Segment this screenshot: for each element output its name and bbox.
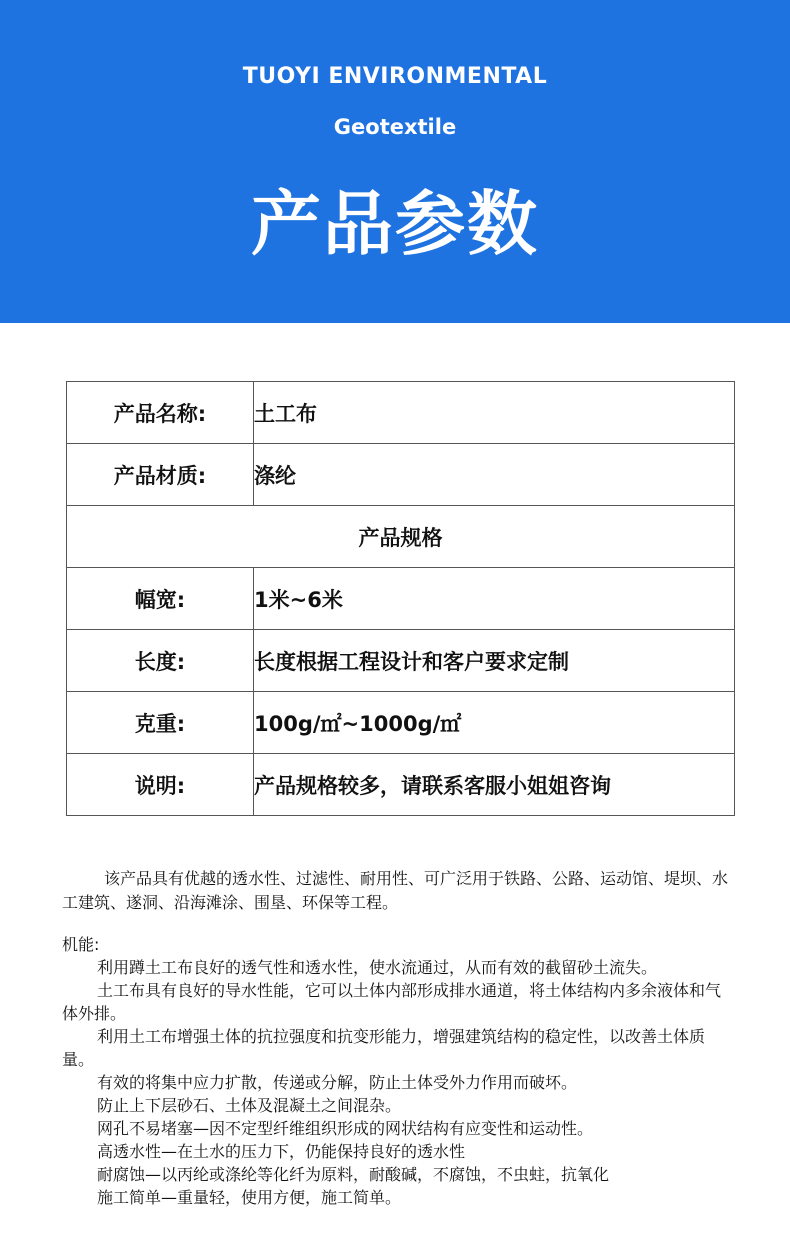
function-item: 网孔不易堵塞—因不定型纤维组织形成的网状结构有应变性和运动性。	[97, 1119, 594, 1138]
function-item: 高透水性—在土水的压力下，仍能保持良好的透水性	[97, 1142, 466, 1161]
function-item: 施工简单—重量轻，使用方便，施工简单。	[97, 1188, 402, 1207]
weight-label: 克重:	[67, 692, 254, 754]
function-item: 有效的将集中应力扩散，传递或分解，防止土体受外力作用而破坏。	[97, 1073, 578, 1092]
length-label: 长度:	[67, 630, 254, 692]
table-row	[67, 754, 735, 816]
note-label: 说明:	[67, 754, 254, 816]
function-item: 利用蹲土工布良好的透气性和透水性，使水流通过，从而有效的截留砂土流失。	[97, 958, 658, 977]
function-item: 土工布具有良好的导水性能，它可以土体内部形成排水通道，将土体结构内多余液体和气体外排。	[62, 981, 722, 1023]
page-title: 产品参数	[251, 183, 539, 265]
width-label: 幅宽:	[67, 568, 254, 630]
table-row	[67, 630, 735, 692]
brand-name: TUOYI ENVIRONMENTAL	[242, 64, 548, 89]
functions-section	[62, 933, 732, 1209]
length-value: 长度根据工程设计和客户要求定制	[254, 630, 735, 692]
table-row	[67, 506, 735, 568]
name-label: 产品名称:	[67, 382, 254, 444]
functions-title: 机能:	[62, 935, 100, 954]
table-row	[67, 382, 735, 444]
function-item: 耐腐蚀—以丙纶或涤纶等化纤为原料，耐酸碱，不腐蚀，不虫蛀，抗氧化	[97, 1165, 610, 1184]
note-value: 产品规格较多，请联系客服小姐姐咨询	[254, 754, 735, 816]
table-row	[67, 444, 735, 506]
table-row	[67, 568, 735, 630]
name-value: 土工布	[254, 382, 735, 444]
function-item: 利用土工布增强土体的抗拉强度和抗变形能力，增强建筑结构的稳定性，以改善土体质量。	[62, 1027, 706, 1069]
product-subtitle: Geotextile	[333, 115, 457, 139]
function-item: 防止上下层砂石、土体及混凝土之间混杂。	[97, 1096, 402, 1115]
material-label: 产品材质:	[67, 444, 254, 506]
weight-value: 100g/㎡~1000g/㎡	[254, 692, 735, 754]
header-banner	[0, 0, 790, 323]
intro-paragraph: 该产品具有优越的透水性、过滤性、耐用性、可广泛用于铁路、公路、运动馆、堤坝、水工建筑、遂洞、沿海滩涂、围垦、环保等工程。	[62, 869, 729, 912]
spec-table	[66, 381, 735, 816]
material-value: 涤纶	[254, 444, 735, 506]
spec-section-title: 产品规格	[67, 506, 735, 568]
width-value: 1米~6米	[254, 568, 735, 630]
table-row	[67, 692, 735, 754]
intro-section	[62, 867, 732, 915]
